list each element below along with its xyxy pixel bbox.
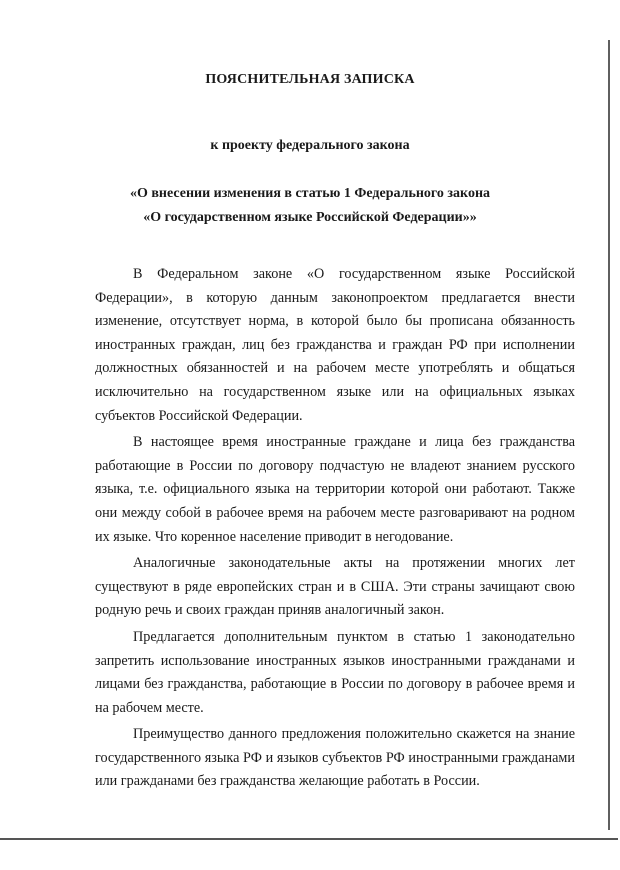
paragraph-3: Аналогичные законодательные акты на протяжении многих лет существуют в ряде европейских стран и в США. Эти страны зачищают свою родную речь и своих граждан приняв аналогичный закон. — [95, 555, 575, 619]
paragraph-2: В настоящее время иностранные граждане и лица без гражданства работающие в России по договору подчастую не владеют знанием русского языка, т.е. официального языка на территории которой они работают. Также они между собой в рабочее время на рабочем месте разговаривают на родном их языке. Что коренное население приводит в негодование. — [95, 434, 575, 545]
document-subheading: к проекту федерального закона — [210, 138, 410, 153]
scan-edge-right — [608, 40, 610, 830]
bill-title-line-1: «О внесении изменения в статью 1 Федерального закона — [129, 186, 491, 201]
bill-title-line-2: «О государственном языке Российской Федерации»» — [143, 210, 477, 225]
paragraph-1: В Федеральном законе «О государственном языке Российской Федерации», в которую данным законопроектом предлагается внести изменение, отсутствует норма, в которой было бы прописана обязанность иностранных граждан, лиц без гражданства и граждан РФ при исполнении должностных обязанностей и на рабочем месте употреблять и общаться исключительно на государственном языке или на официальных языках субъектов Российской Федерации. — [95, 266, 575, 424]
paragraph-4: Предлагается дополнительным пунктом в статью 1 законодательно запретить использование иностранных языков иностранными гражданами и лицами без гражданства, работающие в России по договору в рабочее время и на рабочем месте. — [95, 628, 575, 716]
paragraph-5: Преимущество данного предложения положительно скажется на знание государственного языка РФ и языков субъектов РФ иностранными гражданами или гражданами без гражданства желающие работать в России. — [95, 726, 575, 790]
scan-edge-bottom — [0, 838, 618, 840]
document-heading: ПОЯСНИТЕЛЬНАЯ ЗАПИСКА — [205, 72, 415, 87]
document-body — [95, 263, 575, 797]
bill-title — [0, 182, 620, 230]
